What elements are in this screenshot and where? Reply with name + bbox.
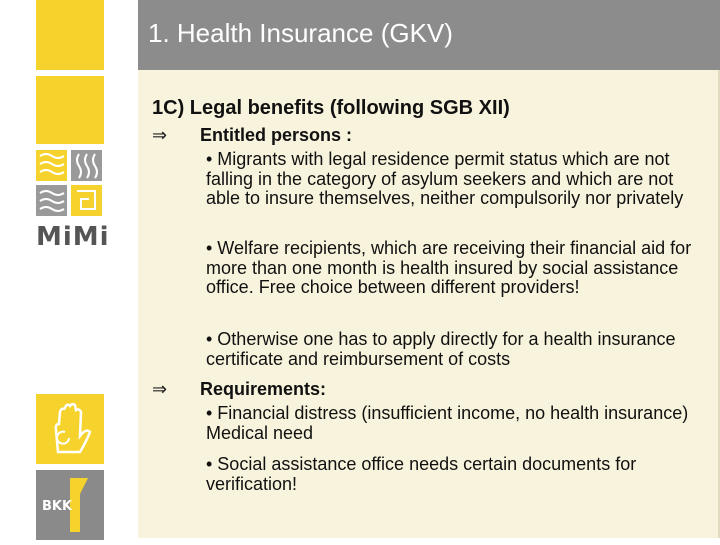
bullet-item: • Welfare recipients, which are receiving their financial aid for more than one month is health insured by social assistance office. Free choice between different providers!	[206, 238, 692, 297]
yellow-block-2	[36, 76, 104, 144]
hand-icon	[36, 394, 104, 464]
requirements-label: Requirements:	[200, 379, 327, 399]
bkk-logo-text: BKK	[42, 499, 73, 514]
bullet-item: • Otherwise one has to apply directly for a health insurance certificate and reimbursement of costs	[206, 329, 676, 369]
arrow-icon: ⇒	[152, 125, 168, 145]
yellow-block-1	[36, 0, 104, 70]
squiggle-icon	[36, 185, 67, 216]
slide-content	[138, 70, 720, 538]
mimi-logo-graphic	[36, 150, 104, 216]
section-heading: 1C) Legal benefits (following SGB XII)	[152, 97, 510, 119]
bullet-item: • Financial distress (insufficient income, no health insurance) Medical need	[206, 403, 689, 443]
title-bar	[138, 0, 720, 70]
bkk-logo	[36, 470, 104, 540]
sidebar	[0, 0, 138, 540]
squiggle-icon	[71, 185, 102, 216]
squiggle-icon	[71, 150, 102, 181]
bullet-item: • Migrants with legal residence permit status which are not falling in the category of asylum seekers and which are not able to insure themselves, neither compulsorily nor privately	[206, 149, 684, 208]
arrow-icon: ⇒	[152, 379, 168, 399]
squiggle-icon	[36, 150, 67, 181]
entitled-persons-label: Entitled persons :	[200, 125, 353, 145]
page-title: 1. Health Insurance (GKV)	[148, 18, 453, 48]
bullet-item: • Social assistance office needs certain documents for verification!	[206, 454, 637, 494]
mimi-logo-text: MiMi	[36, 222, 110, 252]
